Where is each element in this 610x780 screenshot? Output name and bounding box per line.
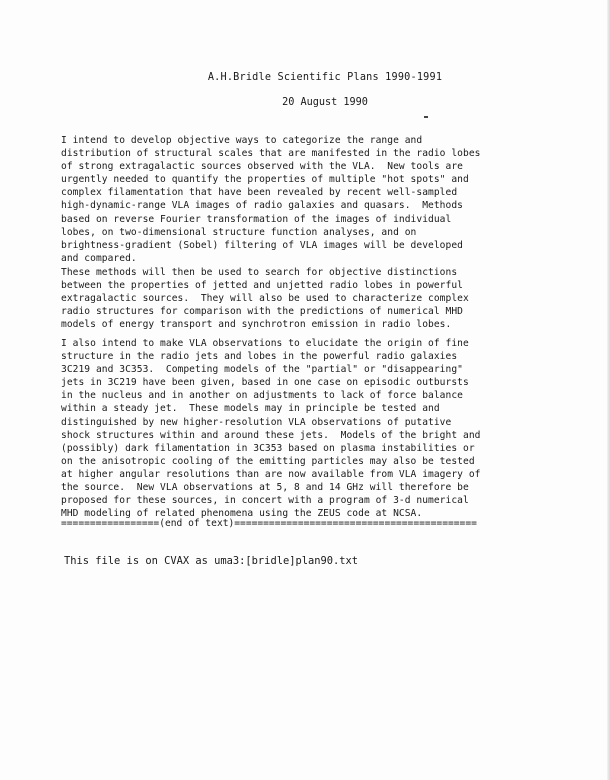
paragraph-applications: These methods will then be used to search for objective distinctions between the properties of jetted and unjetted radio lobes in powerful extragalactic sources. They will also be used to characterize complex radio structures for comparison with the predictions of numerical MHD models of energy transport and synchrotron emission in radio lobes. bbox=[61, 267, 469, 331]
document-date: 20 August 1990 bbox=[282, 97, 368, 108]
end-of-text-marker: =================(end of text)========================================== bbox=[61, 518, 477, 529]
file-location-note: This file is on CVAX as uma3:[bridle]plan90.txt bbox=[64, 555, 359, 567]
document-title: A.H.Bridle Scientific Plans 1990-1991 bbox=[207, 72, 443, 83]
paragraph-observations: I also intend to make VLA observations to elucidate the origin of fine structure in the radio jets and lobes in the powerful radio galaxies 3C219 and 3C353. Competing models of the "partial" or "disappearing" jets in 3C219 have been given, based in one case on episodic outbursts in the nucleus and in another on adjustments to lack of force balance within a steady jet. These models may in principle be tested and distinguished by new higher-resolution VLA observations of putative shock structures within and around these jets. Models of the bright and (possibly) dark filamentation in 3C353 based on plasma instabilities or on the anisotropic cooling of the emitting particles may also be tested at higher angular resolutions than are now available from VLA imagery of the source. New VLA observations at 5, 8 and 14 GHz will therefore be proposed for these sources, in concert with a program of 3-d numerical MHD modeling of related phenomena using the ZEUS code at NCSA. bbox=[61, 338, 481, 520]
scan-speck bbox=[424, 116, 428, 118]
paragraph-methods: I intend to develop objective ways to categorize the range and distribution of structural scales that are manifested in the radio lobes of strong extragalactic sources observed with the VLA. New tools are urgently needed to quantify the properties of multiple "hot spots" and complex filamentation that have been revealed by recent well-sampled high-dynamic-range VLA images of radio galaxies and quasars. Methods based on reverse Fourier transformation of the images of individual lobes, on two-dimensional structure function analyses, and on brightness-gradient (Sobel) filtering of VLA images will be developed and compared. bbox=[61, 135, 481, 264]
